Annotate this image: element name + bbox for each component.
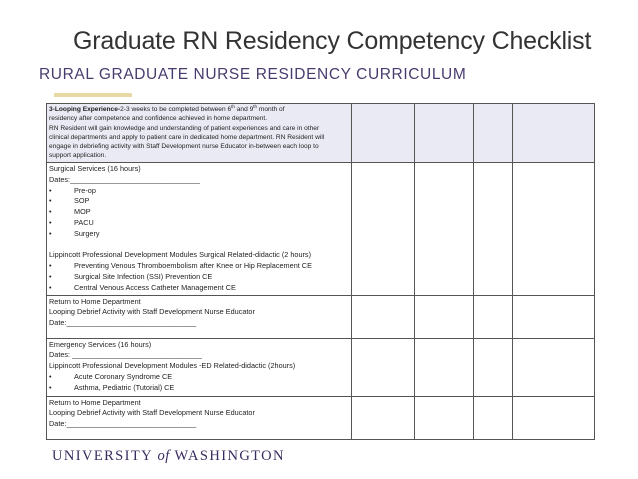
header-text: and 9 bbox=[234, 106, 254, 113]
bullet-icon: • bbox=[49, 228, 52, 238]
header-text: 2-3 weeks to be completed between 6 bbox=[120, 106, 232, 113]
page-subtitle: RURAL GRADUATE NURSE RESIDENCY CURRICULUM bbox=[39, 66, 467, 83]
empty-cell bbox=[415, 396, 474, 439]
table-header-row bbox=[47, 104, 595, 163]
empty-cell bbox=[513, 338, 595, 396]
debrief-text: Looping Debrief Activity with Staff Development Nurse Educator bbox=[49, 408, 255, 418]
bullet-icon: • bbox=[49, 261, 52, 271]
empty-cell bbox=[415, 295, 474, 338]
bullet-icon: • bbox=[49, 217, 52, 227]
header-text: engage in debriefing activity with Staff Development nurse Educator in-between each loop to bbox=[49, 143, 319, 151]
empty-cell bbox=[415, 163, 474, 296]
debrief-text: Looping Debrief Activity with Staff Development Nurse Educator bbox=[49, 307, 255, 317]
bullet-icon: • bbox=[49, 207, 52, 217]
list-item bbox=[49, 196, 349, 207]
list-item-label: Surgical Site Infection (SSI) Prevention CE bbox=[74, 271, 213, 281]
dates-field: Dates: ________________________________ bbox=[49, 350, 202, 360]
modules-heading: Lippincott Professional Development Modules Surgical Related-didactic (2 hours) bbox=[49, 250, 312, 260]
competency-table bbox=[46, 103, 595, 440]
list-item-label: PACU bbox=[74, 217, 94, 227]
list-item bbox=[49, 207, 349, 218]
superscript: th bbox=[253, 103, 258, 109]
list-item-label: MOP bbox=[74, 207, 91, 217]
empty-cell bbox=[352, 163, 415, 296]
page-title: Graduate RN Residency Competency Checklist bbox=[73, 27, 592, 55]
list-item bbox=[49, 186, 349, 197]
empty-cell bbox=[474, 163, 513, 296]
table-row bbox=[47, 396, 595, 439]
looping-heading: 3-Looping Experience- bbox=[49, 106, 121, 113]
bullet-icon: • bbox=[49, 196, 52, 206]
table-row bbox=[47, 338, 595, 396]
return-heading: Return to Home Department bbox=[49, 296, 141, 306]
empty-cell bbox=[474, 338, 513, 396]
list-item bbox=[49, 229, 349, 240]
list-item-label: Central Venous Access Catheter Management CE bbox=[74, 282, 236, 292]
dates-field: Dates:________________________________ bbox=[49, 174, 200, 184]
table-row bbox=[47, 163, 595, 296]
empty-cell bbox=[474, 396, 513, 439]
list-item-label: Preventing Venous Thromboembolism after Knee or Hip Replacement CE bbox=[74, 261, 312, 271]
empty-cell bbox=[415, 338, 474, 396]
header-text: RN Resident will gain knowledge and understanding of patient experiences and care in other bbox=[49, 124, 320, 132]
list-item-label: Surgery bbox=[74, 228, 100, 238]
empty-cell bbox=[513, 295, 595, 338]
emergency-services-cell bbox=[47, 338, 352, 396]
list-item bbox=[49, 272, 349, 283]
empty-cell bbox=[513, 163, 595, 296]
surgical-heading: Surgical Services (16 hours) bbox=[49, 164, 141, 173]
bullet-icon: • bbox=[49, 371, 52, 381]
modules-heading: Lippincott Professional Development Modules -ED Related-didactic (2hours) bbox=[49, 361, 296, 371]
empty-cell bbox=[352, 338, 415, 396]
empty-cell bbox=[415, 104, 474, 163]
surgical-services-cell bbox=[47, 163, 352, 296]
bullet-icon: • bbox=[49, 271, 52, 281]
empty-cell bbox=[513, 104, 595, 163]
empty-cell bbox=[474, 295, 513, 338]
header-text: month of bbox=[257, 106, 285, 113]
list-item bbox=[49, 372, 349, 383]
empty-cell bbox=[352, 396, 415, 439]
list-item bbox=[49, 383, 349, 394]
empty-cell bbox=[474, 104, 513, 163]
list-item-label: Acute Coronary Syndrome CE bbox=[74, 371, 173, 381]
looping-experience-cell bbox=[47, 104, 352, 163]
superscript: th bbox=[231, 103, 235, 109]
return-home-cell bbox=[47, 295, 352, 338]
list-item bbox=[49, 261, 349, 272]
logo-text: UNIVERSITY bbox=[52, 448, 158, 464]
header-text: support application. bbox=[49, 152, 107, 160]
empty-cell bbox=[352, 104, 415, 163]
list-item bbox=[49, 283, 349, 294]
bullet-icon: • bbox=[49, 382, 52, 392]
accent-bar bbox=[54, 93, 132, 97]
university-logo bbox=[52, 448, 285, 465]
empty-cell bbox=[513, 396, 595, 439]
bullet-icon: • bbox=[49, 282, 52, 292]
date-field: Date:________________________________ bbox=[49, 318, 197, 328]
logo-text: WASHINGTON bbox=[169, 448, 285, 464]
header-text: clinical departments and apply to patient care in dedicated home department. RN Resident will bbox=[49, 133, 325, 141]
table-row bbox=[47, 295, 595, 338]
return-home-cell bbox=[47, 396, 352, 439]
header-text: residency after competence and confidence achieved in home department. bbox=[49, 115, 268, 123]
list-item-label: Asthma, Pediatric (Tutorial) CE bbox=[74, 382, 175, 392]
logo-text: of bbox=[157, 448, 170, 464]
bullet-icon: • bbox=[49, 185, 52, 195]
date-field: Date:________________________________ bbox=[49, 419, 197, 429]
list-item bbox=[49, 218, 349, 229]
return-heading: Return to Home Department bbox=[49, 397, 141, 407]
emergency-heading: Emergency Services (16 hours) bbox=[49, 339, 152, 349]
list-item-label: Pre-op bbox=[74, 185, 96, 195]
empty-cell bbox=[352, 295, 415, 338]
list-item-label: SOP bbox=[74, 196, 90, 206]
